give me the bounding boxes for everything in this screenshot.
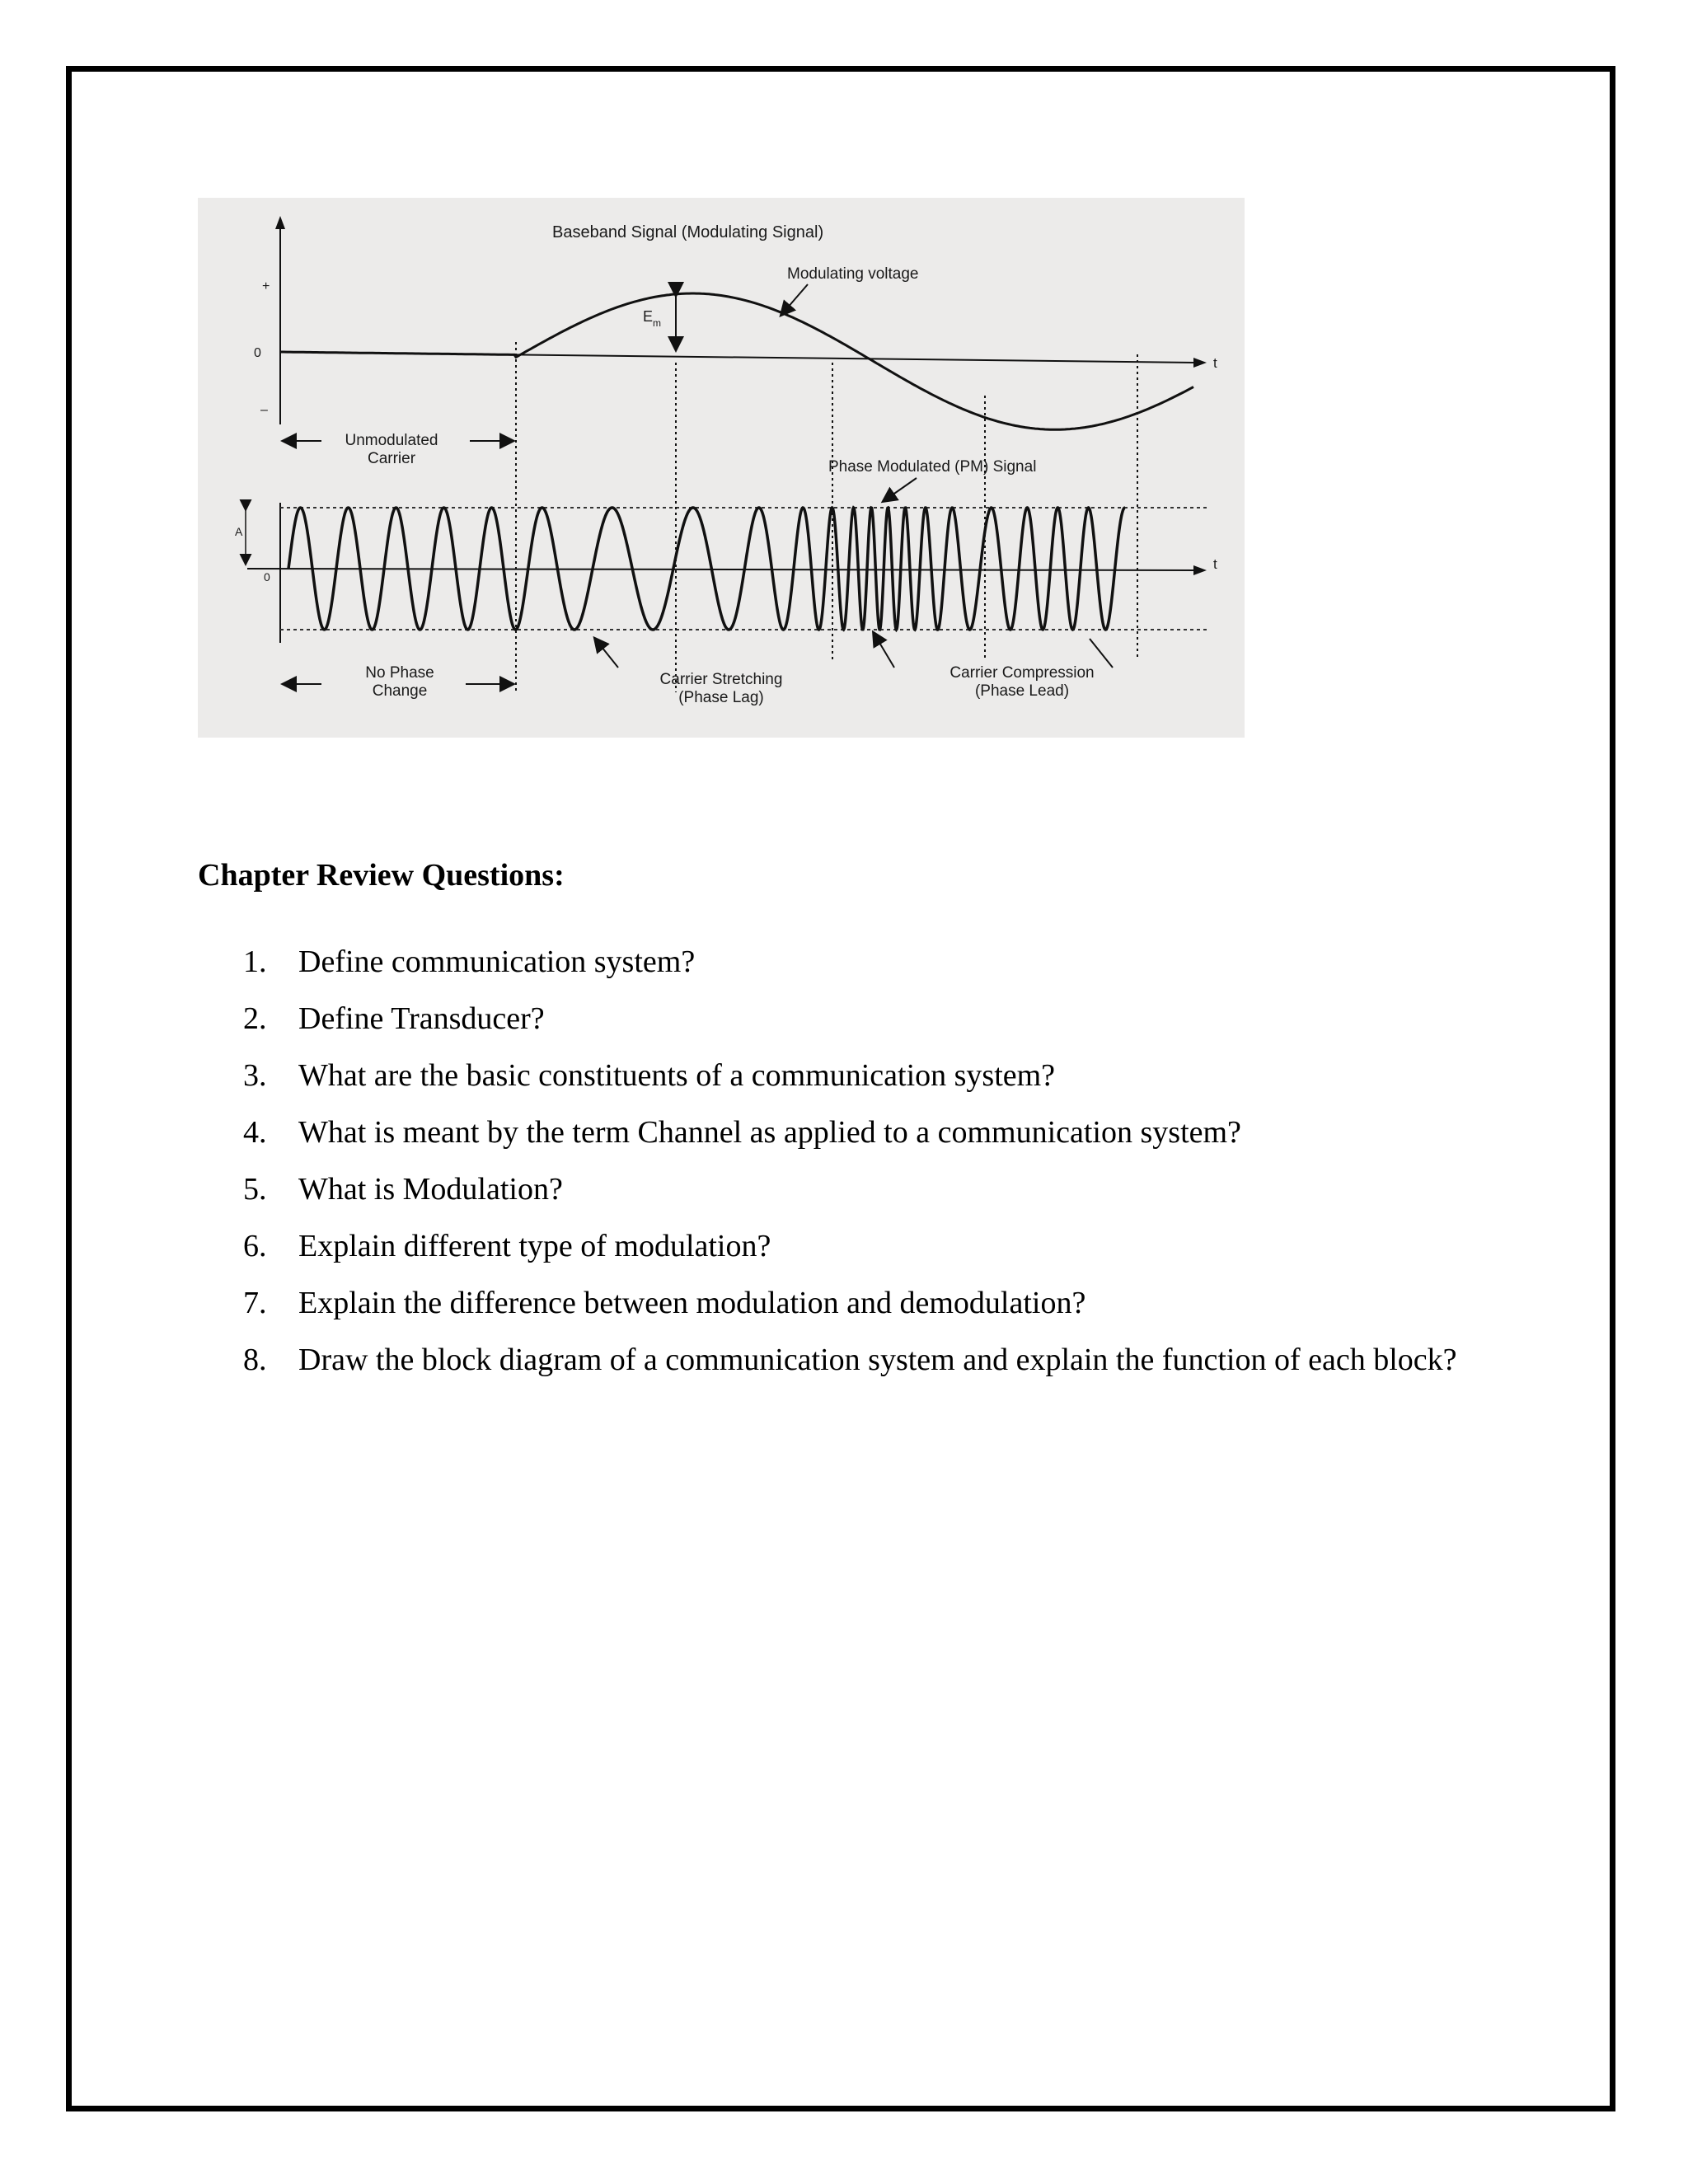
top-t-arrow <box>1193 358 1207 368</box>
compress-guide <box>1090 639 1113 668</box>
stretch-label-2: (Phase Lag) <box>678 689 764 706</box>
question-number: 2. <box>243 1001 267 1036</box>
question-number: 1. <box>243 944 267 979</box>
guide-lines <box>516 342 1137 692</box>
axis-t-bottom-label: t <box>1213 556 1217 572</box>
pm-signal-pointer <box>884 478 917 501</box>
question-item <box>198 1161 1484 1218</box>
question-item <box>198 1275 1484 1332</box>
question-text: What is meant by the term Channel as applied to a communication system? <box>298 1115 1241 1150</box>
question-number: 4. <box>243 1115 267 1150</box>
question-text: Explain different type of modulation? <box>298 1229 771 1263</box>
question-item <box>198 1104 1484 1161</box>
question-item <box>198 1332 1484 1389</box>
stretch-pointer <box>595 639 618 668</box>
question-text: What is Modulation? <box>298 1172 563 1207</box>
question-text: What are the basic constituents of a communication system? <box>298 1058 1056 1093</box>
unmodulated-label-1: Unmodulated <box>345 432 438 449</box>
axis-plus-label: + <box>262 279 270 293</box>
question-item <box>198 1218 1484 1275</box>
question-text: Explain the difference between modulation and demodulation? <box>298 1286 1086 1320</box>
question-text: Define Transducer? <box>298 1001 545 1036</box>
axis-minus-label: – <box>260 403 268 417</box>
em-label: $E_m$ <box>643 308 662 329</box>
question-item <box>198 1047 1484 1104</box>
modulating-voltage-pointer <box>781 284 808 315</box>
question-number: 3. <box>243 1058 267 1093</box>
top-y-arrow <box>275 216 285 229</box>
compress-pointer <box>874 633 894 668</box>
bottom-t-axis <box>247 569 1195 570</box>
question-item <box>198 934 1484 991</box>
stretch-label-1: Carrier Stretching <box>659 671 783 688</box>
question-number: 8. <box>243 1343 267 1377</box>
baseband-signal-label: Baseband Signal (Modulating Signal) <box>552 223 824 241</box>
pm-diagram <box>198 198 1245 738</box>
compress-label-2: (Phase Lead) <box>974 682 1070 700</box>
question-number: 5. <box>243 1172 267 1207</box>
no-phase-label-2: Change <box>372 682 428 700</box>
axis-t-top-label: t <box>1213 355 1217 371</box>
review-questions-list <box>198 934 1484 1389</box>
question-item <box>198 991 1484 1047</box>
question-number: 6. <box>243 1229 267 1263</box>
bottom-t-arrow <box>1193 565 1207 575</box>
compress-label-1: Carrier Compression <box>950 664 1095 682</box>
unmodulated-label-2: Carrier <box>367 450 416 467</box>
question-text: Draw the block diagram of a communication system and explain the function of each block? <box>298 1343 1457 1377</box>
question-text: Define communication system? <box>298 944 696 979</box>
amp-zero-label: 0 <box>264 570 270 583</box>
amp-a-label: A <box>235 525 243 538</box>
no-phase-label-1: No Phase <box>365 664 434 682</box>
axis-zero-label: 0 <box>254 346 261 360</box>
modulating-voltage-label: Modulating voltage <box>787 265 919 283</box>
pm-signal-label: Phase Modulated (PM) Signal <box>828 458 1037 476</box>
chapter-review-heading: Chapter Review Questions: <box>198 858 565 893</box>
pm-signal-figure <box>198 198 1245 738</box>
question-number: 7. <box>243 1286 267 1320</box>
